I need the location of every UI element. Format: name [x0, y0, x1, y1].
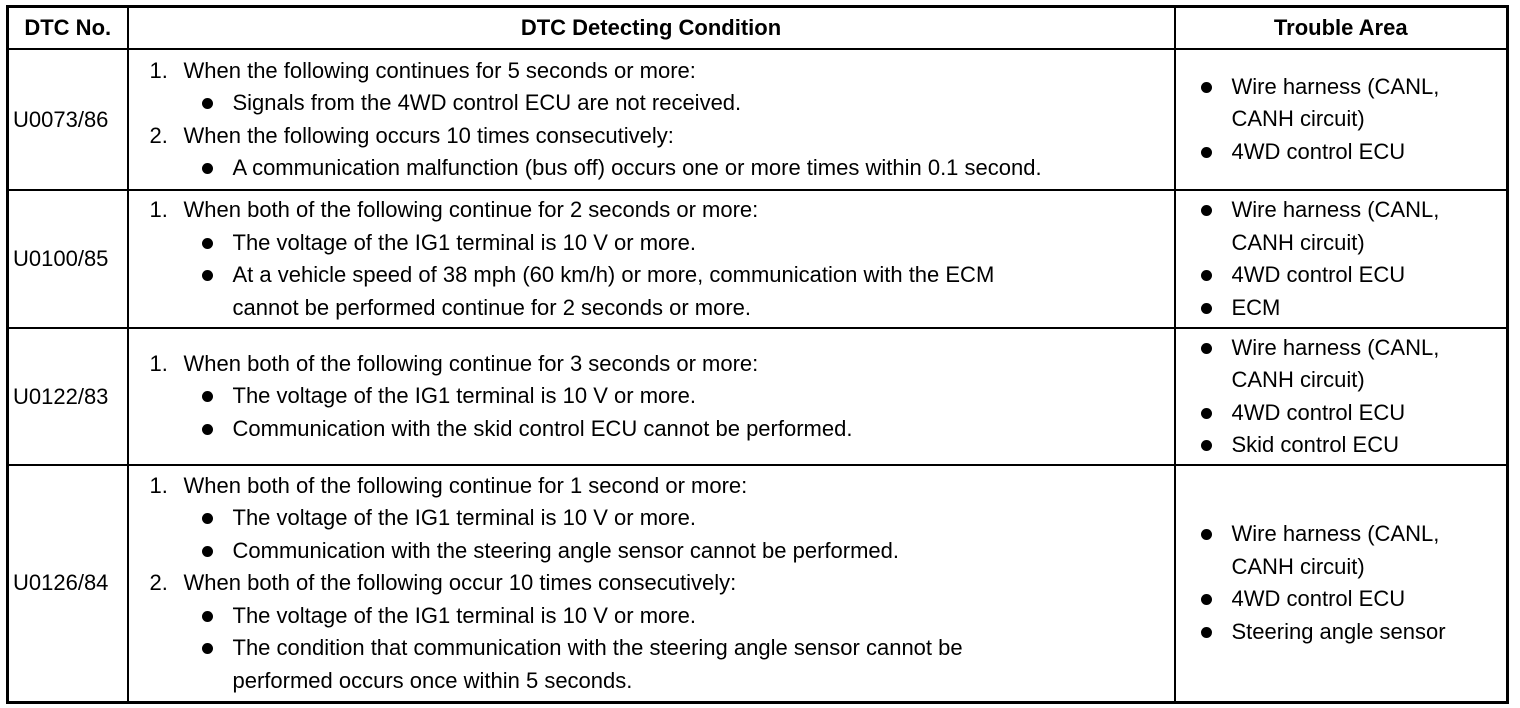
bullet-icon [201, 87, 233, 120]
area-item [1176, 429, 1507, 462]
area-text: Wire harness (CANL, CANH circuit) [1231, 197, 1440, 255]
bullet-text: The voltage of the IG1 terminal is 10 V or more. [232, 602, 696, 628]
bullet-icon [201, 600, 233, 633]
bullet-icon [1200, 332, 1232, 397]
dtc-table [6, 5, 1509, 704]
area-item [1176, 292, 1507, 325]
bullet-text: The voltage of the IG1 terminal is 10 V or more. [232, 383, 696, 409]
area-item [1176, 332, 1507, 397]
bullet-icon [1200, 71, 1232, 136]
bullet-text: A communication malfunction (bus off) occurs one or more times within 0.1 second. [232, 155, 1042, 180]
item-number: 1. [149, 350, 168, 376]
condition-item [129, 567, 1174, 600]
header-dtc-no: DTC No. [8, 7, 128, 50]
table-header-row [8, 7, 1508, 50]
area-text: Wire harness (CANL, CANH circuit) [1231, 73, 1440, 132]
area-text: 4WD control ECU [1231, 138, 1406, 164]
header-detecting-condition: DTC Detecting Condition [128, 7, 1175, 50]
condition-bullet [129, 600, 1174, 633]
area-text: Wire harness (CANL, CANH circuit) [1231, 334, 1440, 392]
condition-bullet [129, 152, 1174, 185]
trouble-area [1175, 190, 1508, 328]
item-number: 1. [149, 472, 168, 498]
area-item [1176, 616, 1507, 649]
bullet-text: Signals from the 4WD control ECU are not received. [232, 90, 742, 115]
area-text: Skid control ECU [1231, 432, 1400, 457]
item-text: When the following continues for 5 seconds or more: [183, 57, 696, 83]
condition-item [129, 55, 1174, 88]
table-row [8, 190, 1508, 328]
item-number: 2. [149, 122, 168, 148]
area-item [1176, 583, 1507, 616]
bullet-icon [201, 502, 233, 535]
item-text: When both of the following continue for 3 seconds or more: [183, 350, 759, 376]
area-text: 4WD control ECU [1231, 262, 1406, 287]
item-text: When both of the following occur 10 times consecutively: [183, 570, 737, 595]
trouble-area [1175, 465, 1508, 702]
bullet-text: The voltage of the IG1 terminal is 10 V or more. [232, 229, 696, 255]
bullet-icon [201, 227, 233, 260]
area-item [1176, 194, 1507, 259]
bullet-icon [201, 259, 233, 324]
area-text: Wire harness (CANL, CANH circuit) [1231, 521, 1440, 579]
item-number: 2. [149, 570, 168, 595]
bullet-icon [1200, 518, 1232, 583]
condition-bullet [129, 502, 1174, 535]
dtc-code: U0100/85 [8, 190, 128, 328]
dtc-code: U0126/84 [8, 465, 128, 702]
area-item [1176, 397, 1507, 430]
condition-bullet [129, 259, 1174, 324]
condition-item [129, 194, 1174, 227]
bullet-text: Communication with the skid control ECU cannot be performed. [232, 415, 853, 441]
condition-bullet [129, 413, 1174, 446]
table-row [8, 465, 1508, 702]
item-number: 1. [149, 197, 168, 222]
condition-bullet [129, 380, 1174, 413]
detecting-condition [128, 49, 1175, 190]
header-trouble-area: Trouble Area [1175, 7, 1508, 50]
table-row [8, 49, 1508, 190]
bullet-icon [1200, 136, 1232, 169]
detecting-condition [128, 465, 1175, 702]
bullet-text: Communication with the steering angle sensor cannot be performed. [232, 537, 899, 563]
detecting-condition [128, 190, 1175, 328]
bullet-text: At a vehicle speed of 38 mph (60 km/h) or more, communication with the ECM cannot be performed continue for 2 seconds or more. [232, 262, 995, 320]
condition-bullet [129, 227, 1174, 260]
table-row [8, 328, 1508, 465]
condition-item [129, 470, 1174, 503]
bullet-icon [1200, 397, 1232, 430]
dtc-code: U0073/86 [8, 49, 128, 190]
area-item [1176, 518, 1507, 583]
trouble-area [1175, 49, 1508, 190]
area-text: 4WD control ECU [1231, 586, 1406, 612]
area-item [1176, 71, 1507, 136]
dtc-code: U0122/83 [8, 328, 128, 465]
condition-bullet [129, 535, 1174, 568]
bullet-icon [201, 413, 233, 446]
bullet-icon [1200, 194, 1232, 259]
condition-bullet [129, 87, 1174, 120]
bullet-icon [1200, 429, 1232, 462]
area-text: 4WD control ECU [1231, 399, 1406, 425]
bullet-text: The voltage of the IG1 terminal is 10 V or more. [232, 505, 696, 530]
condition-item [129, 348, 1174, 381]
bullet-icon [201, 535, 233, 568]
bullet-icon [1200, 259, 1232, 292]
condition-bullet [129, 632, 1174, 697]
bullet-icon [201, 152, 233, 185]
bullet-icon [1200, 292, 1232, 325]
bullet-text: The condition that communication with the steering angle sensor cannot be performed occurs once within 5 seconds. [232, 635, 963, 693]
item-text: When the following occurs 10 times consecutively: [183, 122, 674, 148]
area-item [1176, 136, 1507, 169]
bullet-icon [1200, 616, 1232, 649]
item-number: 1. [149, 57, 168, 83]
bullet-icon [1200, 583, 1232, 616]
bullet-icon [201, 380, 233, 413]
item-text: When both of the following continue for 2 seconds or more: [183, 197, 759, 222]
item-text: When both of the following continue for 1 second or more: [183, 472, 748, 498]
condition-item [129, 120, 1174, 153]
area-item [1176, 259, 1507, 292]
trouble-area [1175, 328, 1508, 465]
area-text: ECM [1231, 294, 1281, 320]
detecting-condition [128, 328, 1175, 465]
bullet-icon [201, 632, 233, 697]
area-text: Steering angle sensor [1231, 618, 1446, 644]
